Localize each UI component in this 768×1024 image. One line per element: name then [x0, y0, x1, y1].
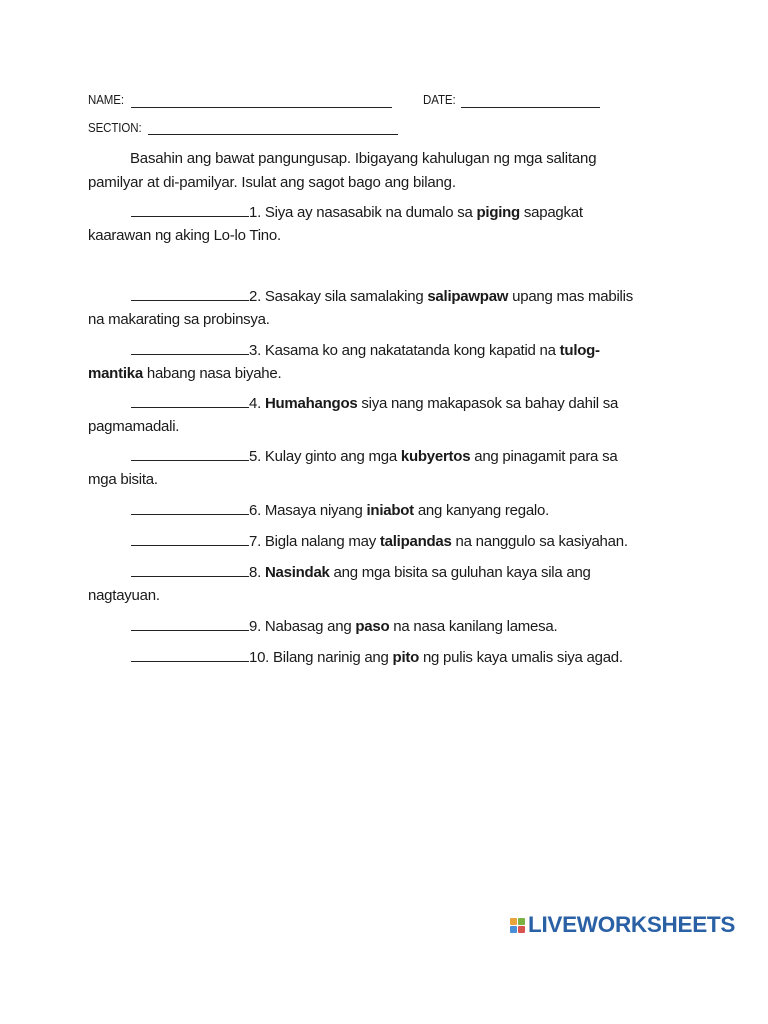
target-word: talipandas	[379, 533, 452, 550]
instructions-text: Basahin ang bawat pangungusap. Ibigayang kahulugan ng mga salitang pamilyar at di-pamilyar. Isulat ang sagot bago ang bilang.	[88, 150, 597, 191]
answer-blank-7[interactable]	[131, 531, 249, 546]
target-word: iniabot	[366, 502, 414, 519]
question-text: 1. Siya ay nasasabik na dumalo sa	[249, 204, 477, 221]
logo-square	[518, 926, 525, 933]
question-text: 2. Sasakay sila samalaking	[249, 288, 428, 305]
question-text: ang mga bisita sa guluhan kaya sila ang nagtayuan.	[88, 564, 591, 604]
target-word: pito	[392, 649, 420, 666]
target-word: Humahangos	[264, 395, 358, 412]
question-text: 8.	[249, 564, 265, 581]
target-word: tulog-mantika	[88, 342, 600, 382]
question-text: sapagkat kaarawan ng aking Lo-lo Tino.	[88, 204, 583, 244]
liveworksheets-logo	[510, 910, 735, 940]
question-text: 9. Nabasag ang	[249, 618, 356, 635]
question-item-5	[88, 445, 648, 491]
date-field[interactable]	[461, 107, 600, 108]
question-item-7	[88, 530, 648, 553]
target-word: kubyertos	[400, 448, 471, 465]
answer-blank-1[interactable]	[131, 202, 249, 217]
question-text: 6. Masaya niyang	[249, 502, 367, 519]
question-text: na nasa kanilang lamesa.	[389, 618, 558, 635]
section-label: SECTION:	[88, 121, 142, 135]
answer-blank-8[interactable]	[131, 562, 249, 577]
answer-blank-9[interactable]	[131, 616, 249, 631]
question-text: ng pulis kaya umalis siya agad.	[419, 649, 623, 666]
question-text: siya nang makapasok sa bahay dahil sa pagmamadali.	[88, 395, 619, 435]
instructions	[88, 147, 648, 195]
question-text: ang kanyang regalo.	[413, 502, 550, 519]
question-item-9	[88, 615, 648, 638]
question-text: 5. Kulay ginto ang mga	[249, 448, 401, 465]
logo-square	[510, 918, 517, 925]
liveworksheets-icon	[510, 918, 525, 933]
answer-blank-10[interactable]	[131, 647, 249, 662]
target-word: salipawpaw	[427, 288, 509, 305]
target-word: Nasindak	[264, 564, 330, 581]
question-item-3	[88, 339, 648, 385]
brand-text: LIVEWORKSHEETS	[528, 912, 736, 937]
question-text: 3. Kasama ko ang nakatatanda kong kapatid na	[249, 342, 560, 359]
date-label: DATE:	[423, 93, 456, 107]
question-text: upang mas mabilis na makarating sa probinsya.	[88, 288, 633, 328]
answer-blank-4[interactable]	[131, 393, 249, 408]
question-item-4	[88, 392, 648, 438]
name-field[interactable]	[131, 107, 392, 108]
question-text: ang pinagamit para sa mga bisita.	[88, 448, 618, 488]
question-text: 7. Bigla nalang may	[249, 533, 380, 550]
question-item-6	[88, 499, 648, 522]
question-text: habang nasa biyahe.	[142, 365, 282, 382]
answer-blank-5[interactable]	[131, 446, 249, 461]
question-item-2	[88, 285, 648, 331]
answer-blank-6[interactable]	[131, 500, 249, 515]
target-word: paso	[355, 618, 390, 635]
logo-square	[518, 918, 525, 925]
logo-square	[510, 926, 517, 933]
name-label: NAME:	[88, 93, 124, 107]
answer-blank-3[interactable]	[131, 340, 249, 355]
question-item-1	[88, 201, 648, 247]
question-text: na nanggulo sa kasiyahan.	[451, 533, 628, 550]
question-item-10	[88, 646, 648, 669]
target-word: piging	[476, 204, 520, 221]
question-item-8	[88, 561, 648, 607]
question-text: 4.	[249, 395, 265, 412]
section-field[interactable]	[148, 134, 398, 135]
question-text: 10. Bilang narinig ang	[249, 649, 393, 666]
answer-blank-2[interactable]	[131, 286, 249, 301]
